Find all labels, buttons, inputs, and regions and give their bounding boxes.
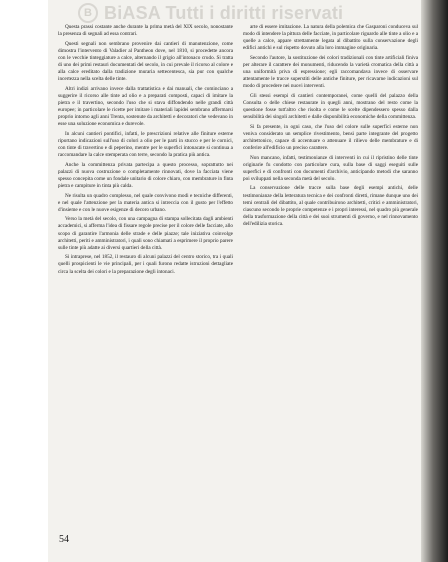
- binding-shadow: [421, 0, 448, 562]
- paragraph: Questa prassi costante anche durante la prima metà del XIX secolo, nonostante la presenza di segnali ad essa contrari.: [58, 24, 233, 38]
- paragraph: Ne risulta un quadro complesso, nel quale convivono modi e tecniche differenti, e nel quale l'attenzione per la materia antica si intreccia con il gusto per l'effetto d'insieme e con le nuove esigenze di decoro urbano.: [58, 192, 233, 213]
- watermark-logo-icon: B: [78, 3, 98, 23]
- page-number: 54: [59, 534, 69, 545]
- paragraph: Non mancano, infatti, testimonianze di interventi in cui il ripristino delle tinte originarie fu condotto con particolare cura, sulla base di saggi eseguiti sulle superfici e di confronti con documenti d'archivio, anticipando metodi che saranno poi sviluppati nella seconda metà del secolo.: [243, 154, 418, 182]
- paragraph: Gli stessi esempi di cantieri contemporanei, come quelli del palazzo della Consulta o delle chiese restaurate in quegli anni, mostrano del resto come la questione fosse tutt'altro che risolta e come le scelte dipendessero spesso dalla sensibilità dei singoli architetti e dalle disponibilità economiche della committenza.: [243, 92, 418, 121]
- page-margin-strip: [0, 0, 48, 562]
- paragraph: La conservazione delle tracce sulla base degli esempi antichi, delle testimonianze della letteratura tecnica e dei confronti diretti, rimane dunque uno dei temi centrali del dibattito, al quale contribuirono architetti, critici e amministratori, ciascuno secondo le proprie competenze e i propri interessi, nel quadro più generale della trasformazione della città e dei suoi strumenti di governo, e nel rinnovamento dell'edilizia storica.: [243, 185, 418, 227]
- paragraph: Verso la metà del secolo, con una campagna di stampa sollecitata dagli ambienti accademici, si afferma l'idea di fissare regole precise per il colore delle facciate, allo scopo di garantire l'armonia delle strade e delle piazze; tale iniziativa coinvolge architetti, periti e amministratori, i quali sono chiamati a esprimere il proprio parere sulle tinte più adatte ai diversi quartieri della città.: [58, 216, 233, 251]
- paragraph: Secondo l'autore, la sostituzione dei colori tradizionali con tinte artificiali finiva per alterare il carattere dei monumenti, riducendo la varietà cromatica della città a una uniformità priva di espressione; egli raccomandava invece di osservare attentamente le tracce superstiti delle antiche finiture, per ricavarne indicazioni sul modo di procedere nei nuovi interventi.: [243, 54, 418, 90]
- text-body: [58, 24, 418, 552]
- text-column-left: [58, 24, 233, 278]
- watermark: [78, 0, 428, 26]
- paragraph: Anche la committenza privata partecipa a questo processo, soprattutto nei palazzi di nuova costruzione o completamente rinnovati, dove la facciata viene spesso concepita come un fondale unitario di colore chiaro, con membrature in finta pietra e campiture in tinta più calda.: [58, 161, 233, 189]
- paragraph: arte di essere imitazione. La natura della polemica che Gasparoni conduceva sul modo di intendere la pittura delle facciate, in particolare riguardo alle tinte a olio e a quelle a calce, appare strettamente legata al dibattito sulla conservazione degli edifici antichi e sul rispetto dovuto alla loro immagine originaria.: [243, 24, 418, 52]
- paragraph: Altri indizi arrivano invece dalla trattatistica e dai manuali, che cominciano a suggerire il ricorso alle tinte ad olio e a preparati composti, capaci di imitare la pietra e il travertino, secondo l'uso che si stava diffondendo nelle grandi città europee; in particolare le ricette per imitare i materiali lapidei sembrano affermarsi proprio intorno agli anni Trenta, sostenute da architetti e decoratori che vedevano in esse una soluzione economica e durevole.: [58, 85, 233, 128]
- paragraph: Questi segnali non sembrano provenire dai cantieri di manutenzione, come dimostra l'intervento di Valadier al Pantheon dove, nel 1810, si procedette ancora con le vecchie tinteggiature a calce, alternando il grigio all'intonaco crudo. Si tratta di uno dei primi restauri documentati del secolo, in cui prevale il ricorso al colore e alla calce ereditato dalla tradizione muraria settecentesca, sia pur con qualche incertezza nella scelta delle tinte.: [58, 40, 233, 83]
- paragraph: Si intraprese, nel 1852, il restauro di alcuni palazzi del centro storico, tra i quali quelli prospicienti le vie principali, per i quali furono redatte istruzioni dettagliate circa la scelta dei colori e la preparazione degli intonaci.: [58, 254, 233, 275]
- watermark-text: BiASA Tutti i diritti riservati: [104, 2, 344, 23]
- paragraph: In alcuni cantieri pontifici, infatti, le prescrizioni relative alle finiture esterne riportano indicazioni sull'uso di colori a olio per le parti in stucco e per le cornici, con tinte di travertino e di peperino, mentre per le superfici intonacate si continua a raccomandare la calce stemperata con terre, secondo la pratica più antica.: [58, 130, 233, 159]
- paragraph: Si fa presente, in ogni caso, che l'uso del colore sulle superfici esterne non veniva considerato un semplice rivestimento, bensì parte integrante del progetto architettonico, capace di accentuare o attenuare il rilievo delle membrature e di conferire all'edificio un preciso carattere.: [243, 123, 418, 151]
- text-column-right: [243, 24, 418, 231]
